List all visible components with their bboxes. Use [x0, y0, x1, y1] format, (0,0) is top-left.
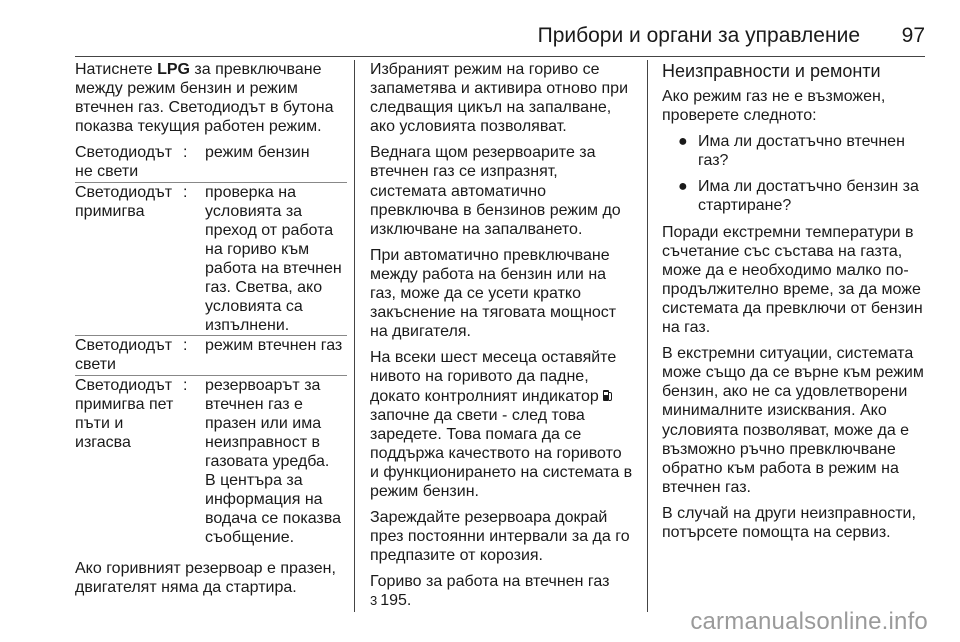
page-reference-icon: 3: [370, 593, 378, 609]
paragraph: Поради екстремни температури в съчетание със състава на газта, може да е необходимо малко по-продължително време, за да може системата да превключи от бензин на газ.: [662, 223, 923, 337]
intro-paragraph: Натиснете LPG за превключване между режим бензин и режим втечнен газ. Светодиодът в бутона показва текущия работен режим.: [75, 61, 334, 136]
paragraph: Веднага щом резервоарите за втечнен газ се изпразнят, системата автоматично превключва в бензинов режим до изключване на запалването.: [370, 144, 621, 238]
reference-page-link[interactable]: 195.: [380, 592, 412, 610]
led-meaning: проверка на условията за преход от работа на гориво към работа на втечнен газ. Светва, ако условията са изпълнени.: [205, 182, 347, 336]
paragraph: Избраният режим на гориво се запаметява и активира отново при следващия цикъл на запалване, ако условията позволяват.: [370, 61, 628, 136]
checklist: [662, 132, 926, 215]
page-title: Прибори и органи за управление: [537, 24, 860, 47]
paragraph: В случай на други неизправности, потърсете помощта на сервиз.: [662, 504, 916, 541]
table-row: Светодиодът свети : режим втечнен газ: [75, 336, 347, 375]
column-divider-1: [354, 60, 355, 612]
section-heading: Неизправности и ремонти: [662, 61, 881, 81]
led-state: Светодиодът примигва пет пъти и изгасва: [75, 375, 183, 547]
paragraph: Ако режим газ не е възможен, проверете следното:: [662, 88, 886, 125]
led-meaning: режим втечнен газ: [205, 336, 347, 375]
column-3: [662, 60, 926, 549]
fuel-pump-icon: [603, 389, 612, 402]
page-header: [75, 0, 925, 56]
watermark: carmanualsonline.info: [690, 608, 928, 635]
paragraph: Зареждайте резервоара докрай през постоянни интервали за да го предпазите от корозия.: [370, 509, 630, 565]
led-state: Светодиодът примигва: [75, 182, 183, 336]
bullet-icon: ●: [678, 178, 688, 196]
page-number: 97: [901, 24, 925, 47]
cross-reference: Гориво за работа на втечнен газ 3 195.: [370, 573, 610, 610]
led-state: Светодиодът свети: [75, 336, 183, 375]
bullet-icon: ●: [678, 133, 688, 151]
led-state: Светодиодът не свети: [75, 144, 173, 181]
column-2: [370, 60, 633, 618]
table-row: Светодиодът примигва : проверка на условията за преход от работа на гориво към работа на втечнен газ. Светва, ако условията са изпълнени.: [75, 182, 347, 336]
list-item: ● Има ли достатъчно втечнен газ?: [678, 133, 905, 170]
list-item: ● Има ли достатъчно бензин за стартиране?: [678, 178, 919, 215]
led-meaning: резервоарът за втечнен газ е празен или има неизправност в газовата уредба. В центъра за информация на водача се показва съобщение.: [205, 375, 347, 547]
column-divider-2: [647, 60, 648, 612]
header-rule: [75, 56, 925, 57]
table-row: Светодиодът примигва пет пъти и изгасва : резервоарът за втечнен газ е празен или има неизправност в газовата уредба. В центъра за информация на водача се показва съобщение.: [75, 375, 347, 547]
table-row: Светодиодът не свети : режим бензин: [75, 143, 347, 182]
paragraph: В екстремни ситуации, системата може също да се върне към режим бензин, ако не са удовлетворени минималните изисквания. Ако условията позволяват, може да е възможно ръчно превключване обратно към работа в режим на втечнен газ.: [662, 345, 924, 496]
paragraph: На всеки шест месеца оставяйте нивото на горивото да падне, докато контролният индикатор започне да свети - след това заредете. Това помага да се поддържа качеството на горивото и функционирането на системата в режим бензин.: [370, 349, 633, 500]
led-meaning: режим бензин: [205, 144, 310, 162]
lpg-button-label: LPG: [157, 61, 190, 78]
column-1: [75, 60, 347, 605]
paragraph: При автоматично превключване между работа на бензин или на газ, може да се усети кратко закъснение на тяговата мощност на двигателя.: [370, 246, 617, 341]
led-status-table: [75, 143, 347, 547]
closing-paragraph: Ако горивният резервоар е празен, двигателят няма да стартира.: [75, 560, 336, 597]
